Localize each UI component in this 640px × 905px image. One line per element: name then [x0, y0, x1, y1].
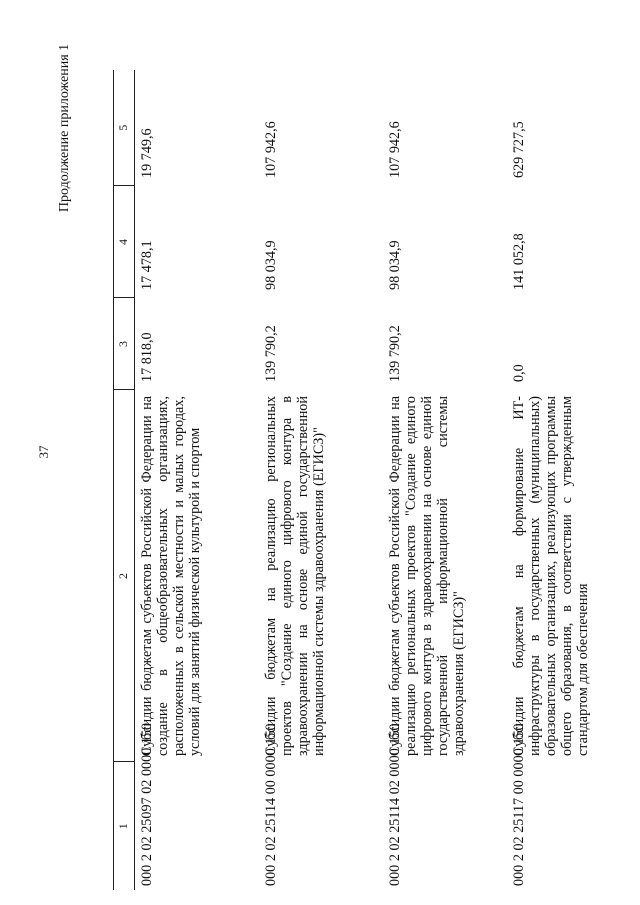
table-row: [507, 70, 631, 890]
budget-code: 000 2 02 25114 00 0000 150: [262, 723, 279, 886]
item-description: Субсидии бюджетам на реализацию региональных проектов "Создание единого цифрового контура в здравоохранении на основе единой государственной информационной системы здравоохранения (ЕГИСЗ)": [262, 396, 327, 756]
column-header-1: 1: [114, 762, 135, 890]
column-number-header: [114, 70, 135, 890]
value-col4: 17 478,1: [138, 240, 155, 290]
value-col4: 98 034,9: [262, 240, 279, 290]
item-description: Субсидии бюджетам на формирование ИТ-инфраструктуры в государственных (муниципальных) образовательных организациях, реализующих программы общего образования, в соответствии с утвержденным стандартом для обеспечения: [510, 396, 591, 756]
budget-code: 000 2 02 25114 02 0000 150: [386, 723, 403, 886]
continuation-label: Продолжение приложения 1: [57, 43, 72, 213]
column-header-3: 3: [114, 298, 135, 390]
table-row: [259, 70, 383, 890]
value-col3: 139 790,2: [386, 325, 403, 382]
value-col3: 139 790,2: [262, 325, 279, 382]
budget-table: [113, 70, 631, 890]
column-header-4: 4: [114, 186, 135, 298]
column-header-5: 5: [114, 70, 135, 186]
page-number: 37: [36, 445, 51, 459]
budget-table-container: [113, 70, 591, 890]
item-description: Субсидии бюджетам субъектов Российской Федерации на реализацию региональных проектов "Создание единого цифрового контура в здравоохранении на основе единой государственной информационной системы здравоохранения (ЕГИСЗ)": [386, 396, 467, 756]
value-col4: 98 034,9: [386, 240, 403, 290]
table-row: [134, 70, 259, 890]
budget-code: 000 2 02 25097 02 0000 150: [138, 722, 155, 886]
value-col3: 0,0: [510, 364, 527, 382]
value-col5: 19 749,6: [138, 128, 155, 178]
value-col5: 107 942,6: [262, 121, 279, 178]
value-col5: 629 727,5: [510, 121, 527, 178]
column-header-2: 2: [114, 390, 135, 762]
table-row: [383, 70, 507, 890]
value-col5: 107 942,6: [386, 121, 403, 178]
item-description: Субсидии бюджетам субъектов Российской Федерации на создание в общеобразовательных организациях, расположенных в сельской местности и малых городах, условий для занятий физической культурой и спортом: [138, 396, 203, 756]
value-col4: 141 052,8: [510, 233, 527, 290]
value-col3: 17 818,0: [138, 332, 155, 382]
budget-code: 000 2 02 25117 00 0000 150: [510, 723, 527, 886]
